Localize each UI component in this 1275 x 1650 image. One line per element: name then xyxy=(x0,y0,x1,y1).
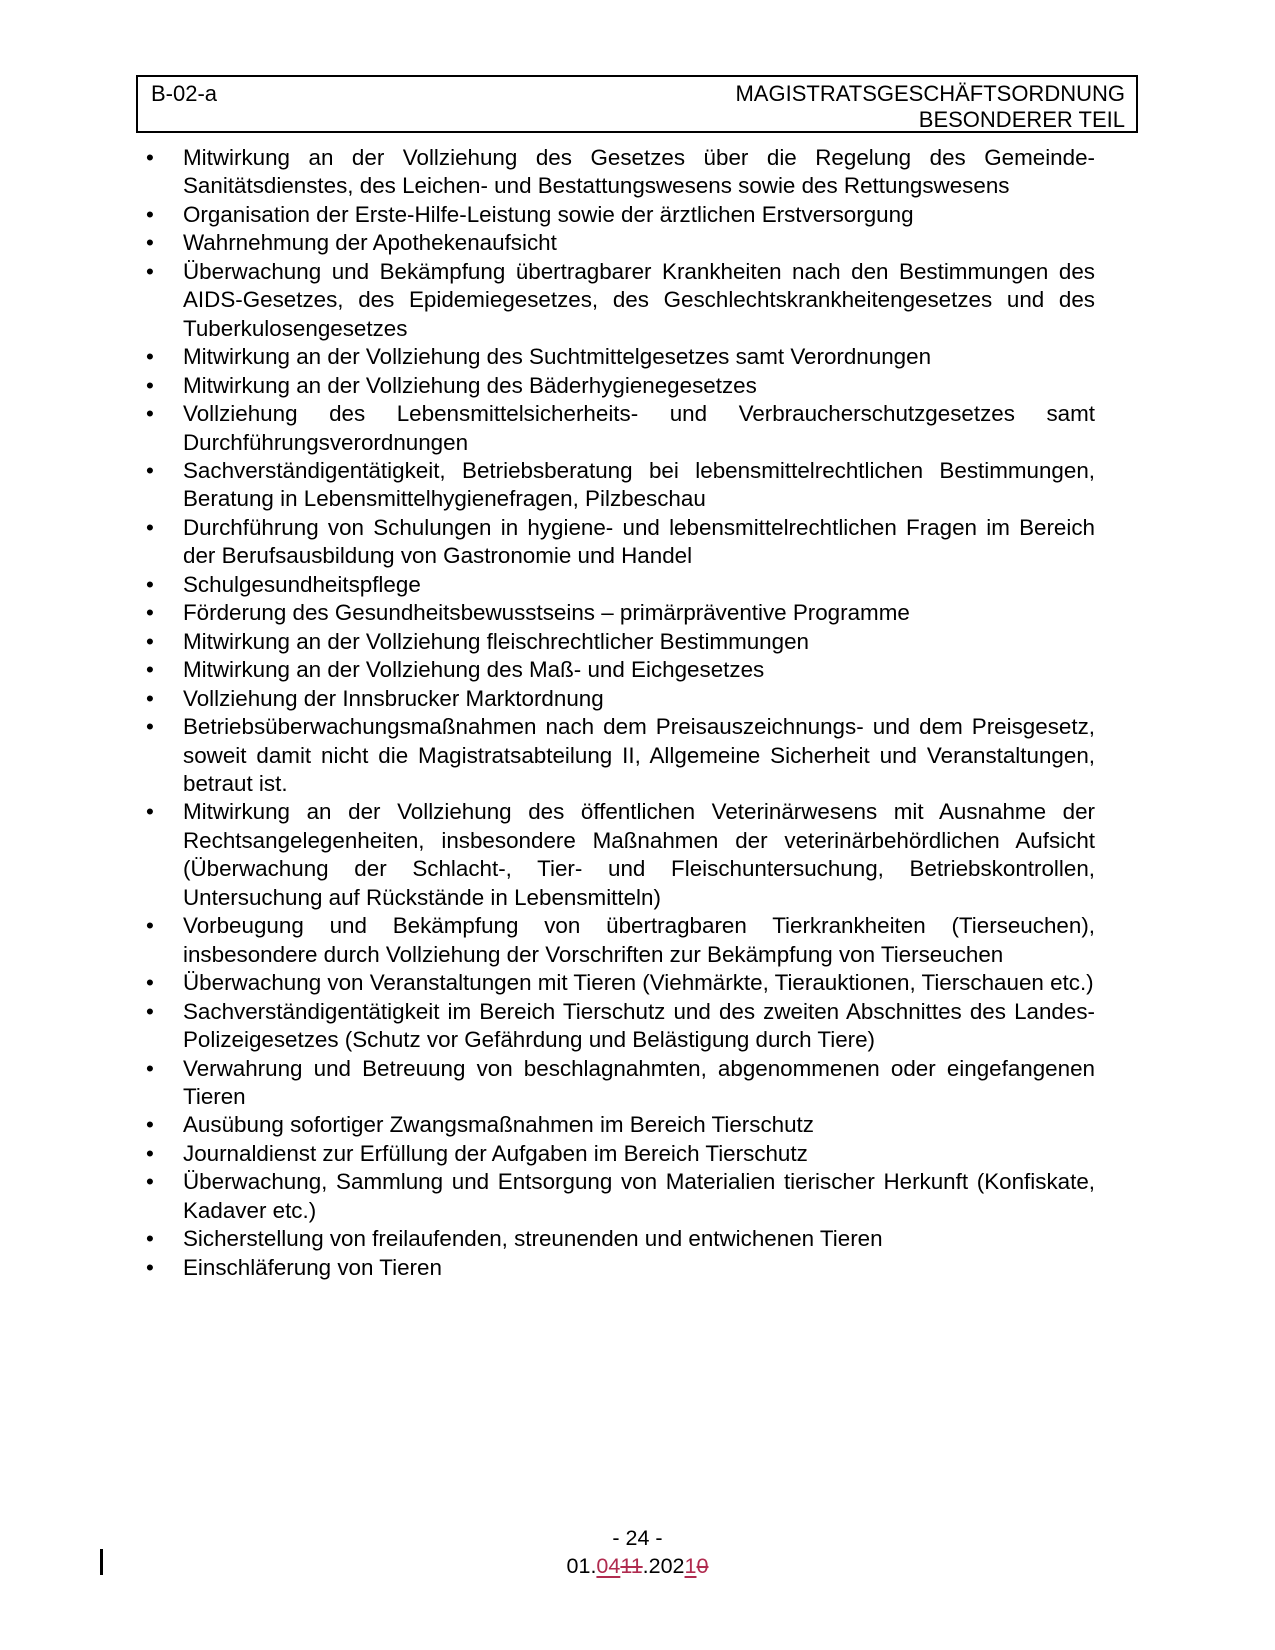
list-item-text: Vollziehung der Innsbrucker Marktordnung xyxy=(183,685,604,711)
bullet-icon: • xyxy=(146,628,154,654)
bullet-icon: • xyxy=(146,401,154,427)
bullet-icon: • xyxy=(146,1055,154,1081)
bullet-icon: • xyxy=(146,970,154,996)
bullet-icon: • xyxy=(146,1169,154,1195)
date-segment-deleted: 0 xyxy=(696,1554,709,1578)
list-item-text: Sachverständigentätigkeit, Betriebsberatung bei lebensmittelrechtlichen Bestimmungen, Beratung in Lebensmittelhygienefragen, Pilzbeschau xyxy=(183,457,1095,512)
bullet-icon: • xyxy=(146,372,154,398)
page-number: - 24 - xyxy=(612,1526,663,1550)
list-item xyxy=(146,571,1095,599)
bullet-icon: • xyxy=(146,457,154,483)
bullet-icon: • xyxy=(146,1226,154,1252)
list-item-text: Mitwirkung an der Vollziehung des Gesetzes über die Regelung des Gemeinde-Sanitätsdienstes, des Leichen- und Bestattungswesens sowie des Rettungswesens xyxy=(183,145,1095,199)
bullet-icon: • xyxy=(146,201,154,227)
header-box xyxy=(136,75,1138,133)
list-item-text: Mitwirkung an der Vollziehung des Suchtmittelgesetzes samt Verordnungen xyxy=(183,344,932,370)
bullet-icon: • xyxy=(146,1140,154,1166)
list-item xyxy=(146,969,1095,997)
list-item-text: Mitwirkung an der Vollziehung des Maß- und Eichgesetzes xyxy=(183,657,765,683)
list-item xyxy=(146,514,1095,571)
list-item-text: Wahrnehmung der Apothekenaufsicht xyxy=(183,230,557,256)
bullet-icon: • xyxy=(146,714,154,740)
list-item xyxy=(146,912,1095,969)
list-item-text: Mitwirkung an der Vollziehung des öffentlichen Veterinärwesens mit Ausnahme der Rechtsangelegenheiten, insbesondere Maßnahmen der veterinärbehördlichen Aufsicht (Überwachung der Schlacht-, Tier- und Fleischuntersuchung, Betriebskontrollen, Untersuchung auf Rückstände in Lebensmitteln) xyxy=(183,799,1095,910)
document-subtitle: BESONDERER TEIL xyxy=(918,107,1125,132)
list-item xyxy=(146,201,1095,229)
list-item-text: Ausübung sofortiger Zwangsmaßnahmen im Bereich Tierschutz xyxy=(183,1112,814,1138)
bullet-icon: • xyxy=(146,1112,154,1138)
document-code: B-02-a xyxy=(151,81,218,106)
list-item xyxy=(146,1111,1095,1139)
list-item xyxy=(146,258,1095,343)
list-item xyxy=(146,372,1095,400)
list-item xyxy=(146,1254,1095,1282)
bullet-icon: • xyxy=(146,1254,154,1280)
page-footer xyxy=(0,1524,1275,1580)
bullet-icon: • xyxy=(146,998,154,1024)
list-item-text: Überwachung von Veranstaltungen mit Tieren (Viehmärkte, Tierauktionen, Tierschauen etc.) xyxy=(183,970,1094,996)
list-item xyxy=(146,685,1095,713)
list-item xyxy=(146,798,1095,912)
bullet-icon: • xyxy=(146,230,154,256)
bullet-icon: • xyxy=(146,571,154,597)
bullet-icon: • xyxy=(146,913,154,939)
document-body xyxy=(146,144,1095,1282)
list-item xyxy=(146,457,1095,514)
list-item-text: Vollziehung des Lebensmittelsicherheits- und Verbraucherschutzgesetzes samt Durchführungsverordnungen xyxy=(183,401,1095,455)
list-item xyxy=(146,1168,1095,1225)
date-segment-normal: .202 xyxy=(642,1554,685,1578)
date-segment-normal: 01. xyxy=(566,1554,597,1578)
list-item xyxy=(146,229,1095,257)
bullet-icon: • xyxy=(146,600,154,626)
list-item xyxy=(146,343,1095,371)
list-item xyxy=(146,998,1095,1055)
list-item-text: Vorbeugung und Bekämpfung von übertragbaren Tierkrankheiten (Tierseuchen), insbesondere durch Vollziehung der Vorschriften zur Bekämpfung von Tierseuchen xyxy=(183,913,1095,967)
list-item xyxy=(146,1225,1095,1253)
bullet-icon: • xyxy=(146,258,154,284)
list-item xyxy=(146,400,1095,457)
bullet-icon: • xyxy=(146,657,154,683)
list-item xyxy=(146,1140,1095,1168)
list-item-text: Mitwirkung an der Vollziehung fleischrechtlicher Bestimmungen xyxy=(183,628,809,654)
duties-list xyxy=(146,144,1095,1282)
list-item xyxy=(146,628,1095,656)
bullet-icon: • xyxy=(146,799,154,825)
document-title-block xyxy=(735,81,1125,133)
change-bar-marker xyxy=(100,1549,103,1575)
list-item-text: Förderung des Gesundheitsbewusstseins – primärpräventive Programme xyxy=(183,600,910,626)
list-item-text: Journaldienst zur Erfüllung der Aufgaben im Bereich Tierschutz xyxy=(183,1140,808,1166)
bullet-icon: • xyxy=(146,145,154,170)
list-item-text: Sachverständigentätigkeit im Bereich Tierschutz und des zweiten Abschnittes des Landes-Polizeigesetzes (Schutz vor Gefährdung und Belästigung durch Tiere) xyxy=(183,998,1095,1053)
list-item-text: Überwachung, Sammlung und Entsorgung von Materialien tierischer Herkunft (Konfiskate, Kadaver etc.) xyxy=(183,1169,1095,1223)
list-item-text: Sicherstellung von freilaufenden, streunenden und entwichenen Tieren xyxy=(183,1226,883,1252)
date-segment-deleted: 11 xyxy=(620,1554,643,1578)
date-segment-inserted: 04 xyxy=(596,1554,621,1578)
list-item xyxy=(146,144,1095,201)
list-item-text: Mitwirkung an der Vollziehung des Bäderhygienegesetzes xyxy=(183,372,757,398)
list-item-text: Schulgesundheitspflege xyxy=(183,571,421,597)
list-item xyxy=(146,713,1095,798)
date-segment-inserted: 1 xyxy=(684,1554,697,1578)
list-item xyxy=(146,656,1095,684)
list-item-text: Organisation der Erste-Hilfe-Leistung sowie der ärztlichen Erstversorgung xyxy=(183,201,914,227)
bullet-icon: • xyxy=(146,344,154,370)
list-item xyxy=(146,1055,1095,1112)
list-item-text: Einschläferung von Tieren xyxy=(183,1254,442,1280)
revision-date xyxy=(0,1552,1275,1580)
list-item xyxy=(146,599,1095,627)
list-item-text: Überwachung und Bekämpfung übertragbarer Krankheiten nach den Bestimmungen des AIDS-Gesetzes, des Epidemiegesetzes, des Geschlechtskrankheitengesetzes und des Tuberkulosengesetzes xyxy=(183,258,1095,341)
list-item-text: Verwahrung und Betreuung von beschlagnahmten, abgenommenen oder eingefangenen Tieren xyxy=(183,1055,1095,1109)
document-title: MAGISTRATSGESCHÄFTSORDNUNG xyxy=(735,81,1125,106)
list-item-text: Durchführung von Schulungen in hygiene- und lebensmittelrechtlichen Fragen im Bereich der Berufsausbildung von Gastronomie und Handel xyxy=(183,514,1095,569)
bullet-icon: • xyxy=(146,514,154,540)
bullet-icon: • xyxy=(146,685,154,711)
list-item-text: Betriebsüberwachungsmaßnahmen nach dem Preisauszeichnungs- und dem Preisgesetz, soweit damit nicht die Magistratsabteilung II, Allgemeine Sicherheit und Veranstaltungen, betraut ist. xyxy=(183,714,1095,796)
